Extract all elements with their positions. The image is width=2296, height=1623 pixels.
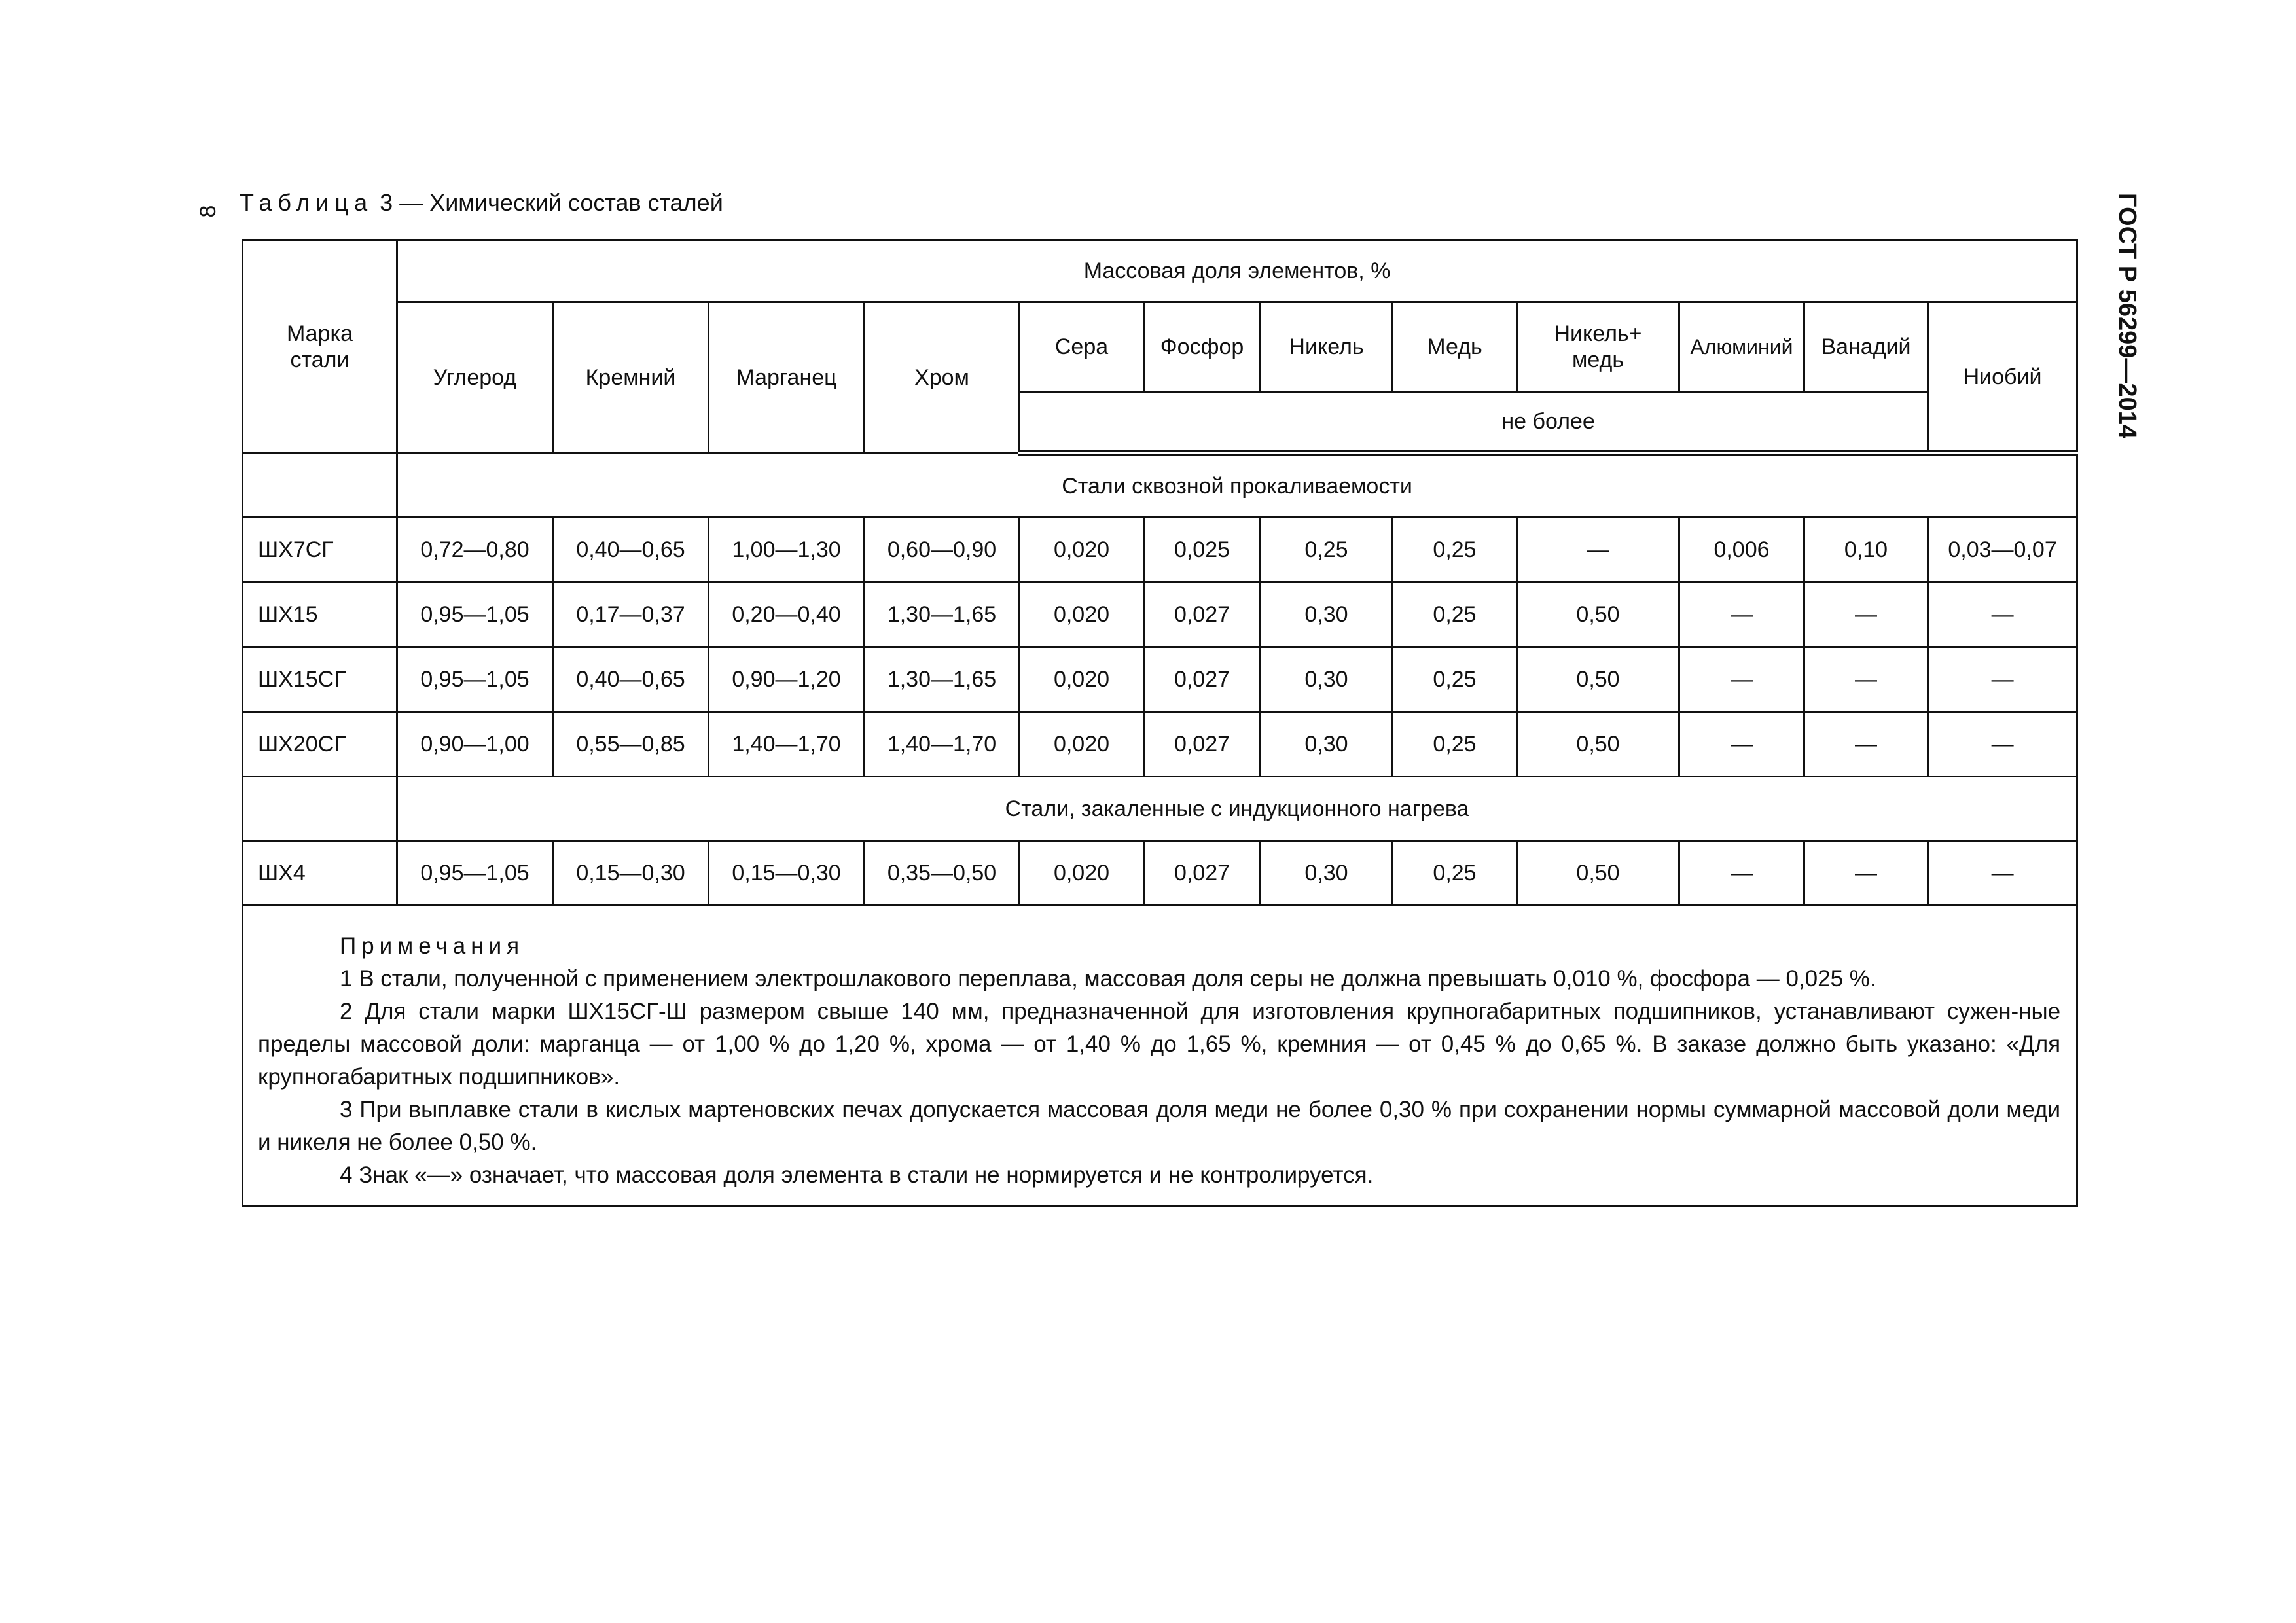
value-cell: 0,17—0,37 [553,582,709,647]
value-cell: 1,00—1,30 [709,518,865,582]
table-row [243,712,2077,777]
value-cell: — [1928,712,2077,777]
section-title: Стали, закаленные с индукционного нагрева [397,777,2077,841]
value-cell: 0,15—0,30 [709,841,865,906]
value-cell: — [1804,712,1928,777]
value-cell: 0,25 [1393,518,1517,582]
value-cell: 0,027 [1144,841,1261,906]
value-cell: 0,025 [1144,518,1261,582]
page-number: 8 [196,205,221,218]
mass-fraction-header: Массовая доля элементов, % [397,240,2077,302]
value-cell: 0,25 [1393,647,1517,712]
value-cell: 0,30 [1261,582,1393,647]
value-cell: — [1679,647,1804,712]
max-limit-note: не более [1020,392,2077,454]
value-cell: — [1804,582,1928,647]
value-cell: 0,95—1,05 [397,582,553,647]
column-header: Кремний [553,302,709,454]
value-cell: 0,95—1,05 [397,647,553,712]
value-cell: 1,30—1,65 [865,582,1020,647]
column-header: Углерод [397,302,553,454]
table-row [243,647,2077,712]
value-cell: 0,25 [1393,712,1517,777]
value-cell: 0,50 [1517,841,1679,906]
value-cell: 0,006 [1679,518,1804,582]
value-cell: — [1679,712,1804,777]
column-header: Марганец [709,302,865,454]
grade-cell: ШХ15 [243,582,397,647]
caption-prefix: Таблица [240,189,374,216]
value-cell: 1,40—1,70 [865,712,1020,777]
value-cell: 0,30 [1261,712,1393,777]
grade-cell: ШХ20СГ [243,712,397,777]
value-cell: 0,30 [1261,647,1393,712]
value-cell: 0,95—1,05 [397,841,553,906]
notes-row [243,906,2077,1206]
value-cell: 0,25 [1393,841,1517,906]
table-row [243,582,2077,647]
column-header: Ниобий [1928,302,2077,454]
table-row [243,518,2077,582]
standard-designation-wrap [2108,193,2147,474]
caption-title: 3 — Химический состав сталей [373,189,723,216]
grade-cell: ШХ7СГ [243,518,397,582]
column-header: Сера [1020,302,1144,392]
value-cell: 0,55—0,85 [553,712,709,777]
value-cell: 0,60—0,90 [865,518,1020,582]
table-row [243,841,2077,906]
standard-designation: ГОСТ Р 56299—2014 [2113,193,2141,438]
column-header [1517,302,1679,392]
value-cell: — [1928,582,2077,647]
column-header: Ванадий [1804,302,1928,392]
grade-header [243,240,397,454]
value-cell: 0,20—0,40 [709,582,865,647]
value-cell: 0,72—0,80 [397,518,553,582]
value-cell: 1,40—1,70 [709,712,865,777]
value-cell: 0,50 [1517,582,1679,647]
value-cell: 0,15—0,30 [553,841,709,906]
section-row [243,454,2077,518]
section-grade-cell [243,454,397,518]
value-cell: — [1517,518,1679,582]
notes-title: Примечания [340,933,525,959]
column-header: Фосфор [1144,302,1261,392]
column-header: Медь [1393,302,1517,392]
value-cell: 0,50 [1517,647,1679,712]
column-header-text: Никель+ медь [1554,321,1642,372]
value-cell: — [1804,841,1928,906]
value-cell: 0,50 [1517,712,1679,777]
value-cell: 0,30 [1261,841,1393,906]
section-title: Стали сквозной прокаливаемости [397,454,2077,518]
value-cell: 0,020 [1020,582,1144,647]
value-cell: 0,020 [1020,712,1144,777]
value-cell: 0,020 [1020,647,1144,712]
value-cell: 0,90—1,00 [397,712,553,777]
value-cell: — [1928,841,2077,906]
value-cell: — [1928,647,2077,712]
grade-cell: ШХ4 [243,841,397,906]
value-cell: — [1804,647,1928,712]
value-cell: 0,40—0,65 [553,518,709,582]
note-item: 1 В стали, полученной с применением электрошлакового переплава, массовая доля серы не должна превышать 0,010 %, фосфора — 0,025 %. [340,966,1876,991]
value-cell: 0,40—0,65 [553,647,709,712]
value-cell: 0,25 [1393,582,1517,647]
value-cell: 0,027 [1144,582,1261,647]
grade-header-text: Марка стали [286,321,353,372]
chemical-composition-table [242,239,2078,1207]
value-cell: — [1679,582,1804,647]
value-cell: 0,020 [1020,841,1144,906]
note-item: 4 Знак «—» означает, что массовая доля элемента в стали не нормируется и не контролируется. [340,1162,1374,1188]
column-header: Хром [865,302,1020,454]
value-cell: 0,027 [1144,647,1261,712]
value-cell: 0,027 [1144,712,1261,777]
column-header: Никель [1261,302,1393,392]
value-cell: 0,25 [1261,518,1393,582]
section-row [243,777,2077,841]
grade-cell: ШХ15СГ [243,647,397,712]
section-grade-cell [243,777,397,841]
table-caption [240,187,723,219]
value-cell: — [1679,841,1804,906]
value-cell: 0,35—0,50 [865,841,1020,906]
column-header: Алюминий [1679,302,1804,392]
note-item: 2 Для стали марки ШХ15СГ-Ш размером свыше 140 мм, предназначенной для изготовления крупногабаритных подшипников, устанавливают сужен-ные пределы массовой доли: марганца — от 1,00 % до 1,20 %, хрома — от 1,40 % до 1,65 %, кремния — от 0,45 % до 0,65 %. В заказе должно быть указано: «Для крупногабаритных подшипников». [258,999,2061,1090]
notes-block [243,906,2076,1205]
note-item: 3 При выплавке стали в кислых мартеновских печах допускается массовая доля меди не более 0,30 % при сохранении нормы суммарной массовой доли меди и никеля не более 0,50 %. [258,1097,2061,1155]
value-cell: 0,90—1,20 [709,647,865,712]
value-cell: 0,10 [1804,518,1928,582]
value-cell: 0,03—0,07 [1928,518,2077,582]
value-cell: 0,020 [1020,518,1144,582]
value-cell: 1,30—1,65 [865,647,1020,712]
notes-cell [243,906,2077,1206]
